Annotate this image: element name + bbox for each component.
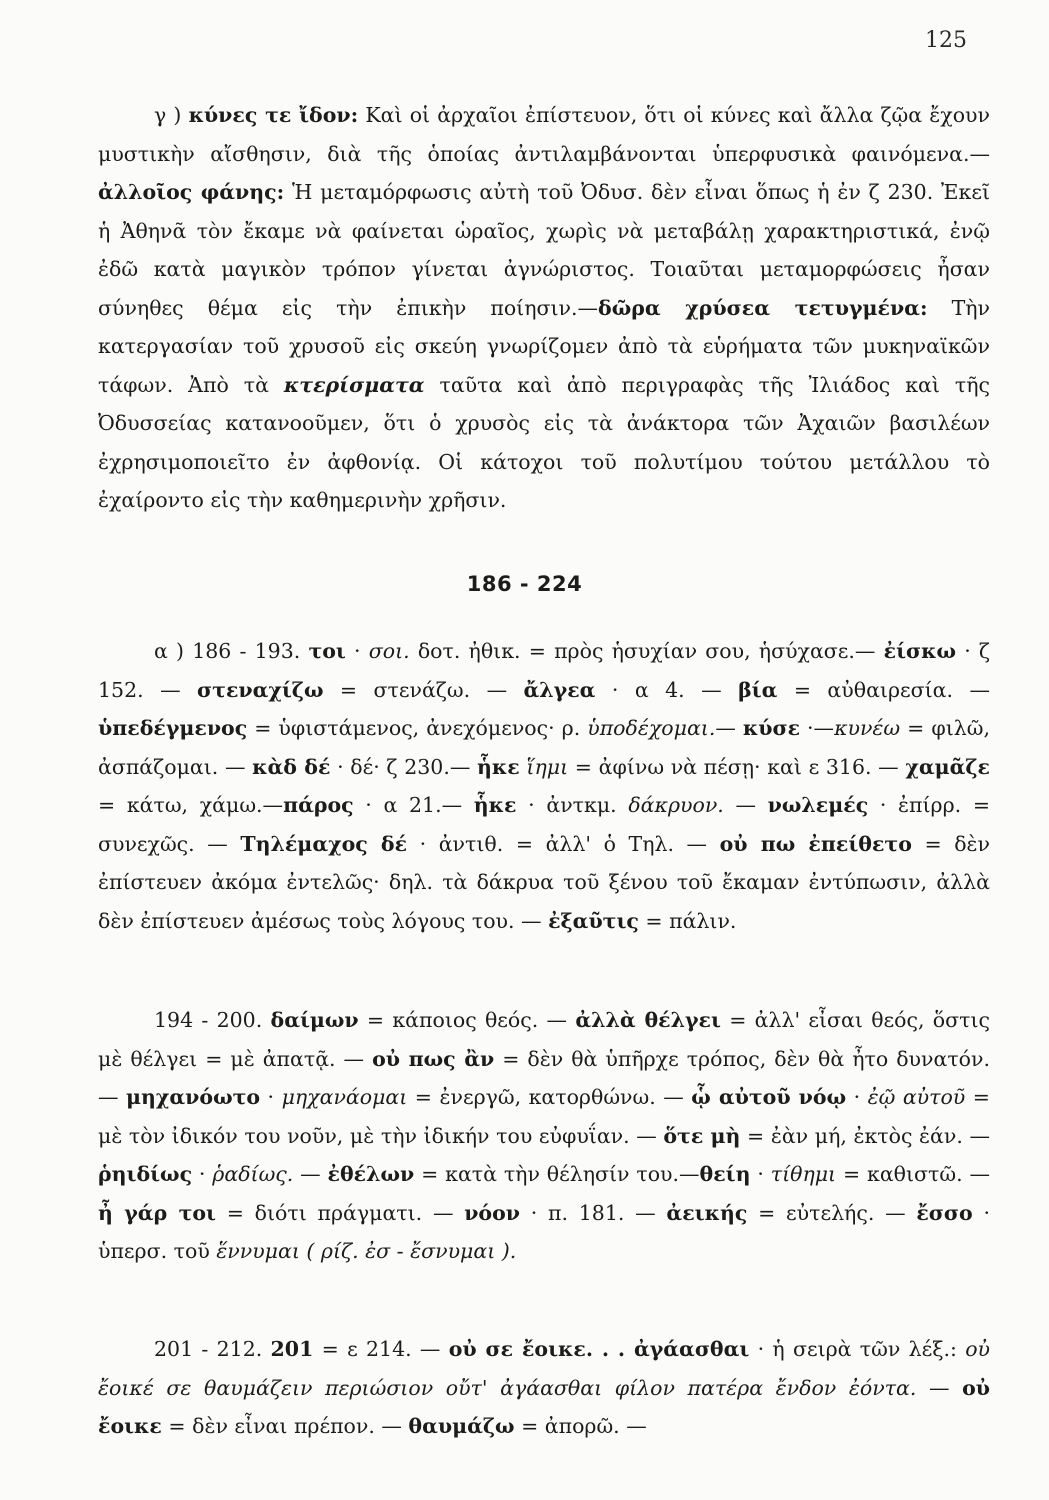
gloss: = ἀλλ' εἶσαι θεός, ὅστις μὲ θέλγει = μὲ ἀπατᾷ. — xyxy=(98,1008,990,1071)
verse-range: 201 - 212. xyxy=(154,1337,271,1361)
lemma: 201 xyxy=(270,1337,314,1361)
lemma: ἔσσο xyxy=(916,1200,973,1225)
lemma: ἄλγεα xyxy=(523,677,596,702)
separator: · xyxy=(750,1162,771,1186)
lemma: στεναχίζω xyxy=(197,677,324,702)
gloss: = ε 214. — xyxy=(313,1337,449,1361)
gloss: = καθιστῶ. — xyxy=(836,1162,990,1186)
gloss: · δέ· ζ 230.— xyxy=(330,754,478,779)
italic-form: κυνέω xyxy=(834,716,901,740)
lemma: ὅτε μὴ xyxy=(663,1123,741,1148)
italic-form: ῥαδίως. xyxy=(212,1162,294,1186)
gloss: Τὴν κατεργασίαν τοῦ χρυσοῦ εἰς σκεύη γνωρίζομεν ἀπὸ τὰ εὑρήματα τῶν μυκηναϊκῶν τάφων. Ἀπὸ τὰ xyxy=(98,295,990,397)
lemma: ἧκε xyxy=(477,754,520,779)
gloss: ·— xyxy=(800,716,835,740)
item-label: γ ) xyxy=(154,103,182,127)
lemma: κὰδ δέ xyxy=(252,754,331,779)
lemma: ἦ γάρ τοι xyxy=(98,1200,216,1225)
gloss: = ἀπορῶ. — xyxy=(514,1414,647,1438)
paragraph-194-200 xyxy=(98,1001,990,1271)
lemma: ἀεικής xyxy=(666,1200,748,1225)
gloss: = δὲν ἐπίστευεν ἀκόμα ἐντελῶς· δηλ. τὰ δάκρυα τοῦ ξένου τοῦ ἔκαμαν ἐντύπωσιν, ἀλλὰ δὲν ἐπίστευεν ἀμέσως τοὺς λόγους του. — xyxy=(98,831,990,933)
lemma: τοι xyxy=(308,639,346,663)
gloss: = αὐθαιρεσία. — xyxy=(777,677,990,702)
gloss: = εὐτελής. — xyxy=(747,1200,917,1225)
lemma: θείη xyxy=(699,1162,751,1186)
gloss: — xyxy=(723,793,768,817)
gloss: · α 4. — xyxy=(595,677,739,702)
verse-range: 194 - 200. xyxy=(154,1008,271,1032)
lemma: ἐίσκω xyxy=(883,639,957,663)
gloss: = ἀφίνω νὰ πέσῃ· καὶ ε 316. — xyxy=(568,754,906,779)
lemma: κύνες τε ἴδον: xyxy=(188,103,359,127)
gloss: = διότι πράγματι. — xyxy=(215,1200,465,1225)
lemma: οὐ ἔοικε xyxy=(98,1375,990,1438)
gloss: — xyxy=(715,716,743,740)
italic-form: σοι. xyxy=(368,639,410,663)
gloss: · ἐπίρρ. = συνεχῶς. — xyxy=(98,793,991,856)
paragraph-alpha xyxy=(98,632,990,940)
italic-form: ἕννυμαι ( ρίζ. ἐσ - ἔσνυμαι ). xyxy=(216,1239,517,1263)
lemma: ἀλλοῖος φάνης: xyxy=(98,180,285,204)
lemma: ὑπεδέγμενος xyxy=(98,716,248,740)
gloss: δοτ. ἠθικ. = πρὸς ἡσυχίαν σου, ἡσύχασε.— xyxy=(409,639,884,663)
separator: · xyxy=(260,1085,282,1109)
lemma: πάρος xyxy=(283,793,354,817)
gloss: = ἐὰν μή, ἐκτὸς ἐάν. — xyxy=(740,1123,990,1148)
gloss: = στενάζω. — xyxy=(323,677,524,702)
italic-form: ὑποδέχομαι. xyxy=(587,716,716,740)
lemma: ἧκε xyxy=(473,793,517,817)
italic-form: ἵημι xyxy=(526,754,569,779)
lemma: ᾧ αὐτοῦ νόῳ xyxy=(691,1085,847,1109)
page-number: 125 xyxy=(925,28,967,53)
lemma: ἀλλὰ θέλγει xyxy=(575,1008,721,1032)
gloss: = κάποιος θεός. — xyxy=(358,1008,576,1032)
lemma: ῥηιδίως xyxy=(98,1162,193,1186)
lemma: κύσε xyxy=(742,716,801,740)
lemma: νόον xyxy=(464,1200,520,1225)
lemma: οὐ πως ἂν xyxy=(372,1046,495,1071)
lemma: βία xyxy=(738,677,778,702)
gloss: = ὑφιστάμενος, ἀνεχόμενος· ρ. xyxy=(247,716,588,740)
gloss: · ἀντκμ. xyxy=(516,793,629,817)
paragraph-201-212 xyxy=(98,1330,990,1446)
gloss: — xyxy=(293,1162,328,1186)
emphasis-word: κτερίσματα xyxy=(283,372,425,397)
lemma: οὐ σε ἔοικε. . . ἀγάασθαι xyxy=(448,1337,750,1361)
lemma: δῶρα χρύσεα τετυγμένα: xyxy=(598,295,928,320)
verse-range: α ) 186 - 193. xyxy=(154,639,309,663)
lemma: οὐ πω ἐπείθετο xyxy=(719,831,912,856)
gloss: = φιλῶ, ἀσπάζομαι. — xyxy=(98,716,990,779)
gloss: = μὲ τὸν ἰδικόν του νοῦν, μὲ τὴν ἰδικήν του εὐφυΐαν. — xyxy=(98,1085,990,1148)
lemma: θαυμάζω xyxy=(408,1414,515,1438)
gloss: = δὲν εἶναι πρέπον. — xyxy=(161,1414,409,1438)
section-heading: 186 - 224 xyxy=(466,572,583,596)
gloss: · ὑπερσ. τοῦ xyxy=(98,1200,990,1263)
gloss: · ἀντιθ. = ἀλλ' ὁ Τηλ. — xyxy=(407,831,720,856)
italic-form: δάκρυον. xyxy=(628,793,724,817)
gloss: — xyxy=(916,1375,963,1400)
italic-form: μηχανάομαι xyxy=(281,1085,408,1109)
lemma: μηχανόωτο xyxy=(126,1085,261,1109)
gloss: · ζ 152. — xyxy=(98,639,991,702)
lemma: δαίμων xyxy=(270,1008,359,1032)
italic-form: ἐῷ αὐτοῦ xyxy=(867,1085,966,1109)
lemma: νωλεμές xyxy=(767,793,869,817)
gloss: = κάτω, χάμω.— xyxy=(98,793,284,817)
separator: · xyxy=(345,639,369,663)
gloss: · ἡ σειρὰ τῶν λέξ.: xyxy=(749,1337,966,1361)
separator: · xyxy=(846,1085,868,1109)
italic-form: τίθημι xyxy=(770,1162,837,1186)
gloss: Καὶ οἱ ἀρχαῖοι ἐπίστευον, ὅτι οἱ κύνες καὶ ἄλλα ζῷα ἔχουν μυστικὴν αἴσθησιν, διὰ τῆς ὁποίας ἀντιλαμβάνονται ὑπερφυσικὰ φαινόμενα.— xyxy=(98,103,990,166)
gloss: = ἐνεργῶ, κατορθώνω. — xyxy=(407,1085,692,1109)
italic-form: οὐ ἔοικέ σε θαυμάζειν περιώσιον οὔτ' ἀγάασθαι φίλον πατέρα ἔνδον ἐόντα. xyxy=(98,1337,990,1400)
gloss: · α 21.— xyxy=(353,793,474,817)
gloss: ταῦτα καὶ ἀπὸ περιγραφὰς τῆς Ἰλιάδος καὶ τῆς Ὀδυσσείας κατανοοῦμεν, ὅτι ὁ χρυσὸς εἰς τὰ ἀνάκτορα τῶν Ἀχαιῶν βασιλέων ἐχρησιμοποιεῖτο ἐν ἀφθονίᾳ. Οἱ κάτοχοι τοῦ πολυτίμου τούτου μετάλλου τὸ ἐχαίροντο εἰς τὴν καθημερινὴν χρῆσιν. xyxy=(98,372,990,512)
separator: · xyxy=(192,1162,213,1186)
gloss: = δὲν θὰ ὑπῆρχε τρόπος, δὲν θὰ ἦτο δυνατόν. — xyxy=(98,1046,990,1109)
gloss: · π. 181. — xyxy=(520,1200,667,1225)
paragraph-gamma xyxy=(98,96,990,520)
lemma: ἐθέλων xyxy=(327,1162,415,1186)
gloss: Ἡ μεταμόρφωσις αὐτὴ τοῦ Ὀδυσ. δὲν εἶναι ὅπως ἡ ἐν ζ 230. Ἐκεῖ ἡ Ἀθηνᾶ τὸν ἔκαμε νὰ φαίνεται ὡραῖος, χωρὶς νὰ μεταβάλῃ χαρακτηριστικά, ἐνῷ ἐδῶ κατὰ μαγικὸν τρόπον γίνεται ἀγνώριστος. Τοιαῦται μεταμορφώσεις ἦσαν σύνηθες θέμα εἰς τὴν ἐπικὴν ποίησιν.— xyxy=(98,180,991,320)
gloss: = κατὰ τὴν θέλησίν του.— xyxy=(414,1162,700,1186)
lemma: χαμᾶζε xyxy=(905,754,990,779)
gloss: = πάλιν. xyxy=(638,908,737,933)
lemma: Τηλέμαχος δέ xyxy=(240,831,408,856)
lemma: ἐξαῦτις xyxy=(548,908,639,933)
